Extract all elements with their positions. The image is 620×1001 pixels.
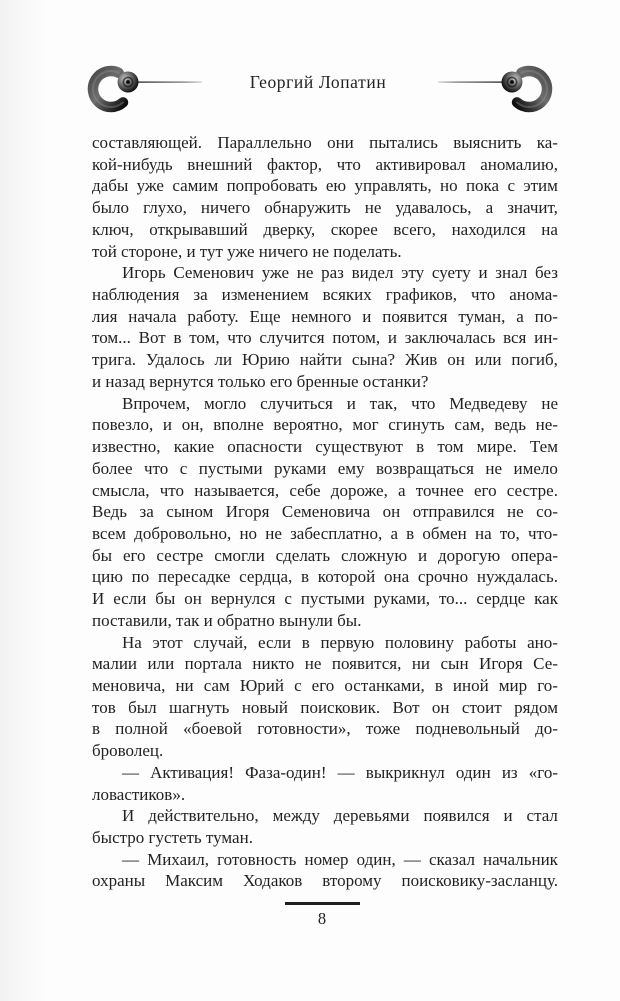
- text-line: ловастиков».: [92, 784, 186, 804]
- text-line: лия начала работу. Еще немного и появится туман, а по-: [92, 306, 558, 326]
- text-line: ключ, открывавший дверку, скорее всего, находился на: [92, 219, 558, 239]
- text-line: наблюдения за изменением всяких графиков, что анома-: [92, 285, 558, 305]
- text-line: повезло, и он, вполне вероятно, мог сгинуть сам, ведь не-: [92, 415, 558, 435]
- text-line: цию по пересадке сердца, в которой она срочно нуждалась.: [92, 567, 558, 587]
- page-number: 8: [317, 908, 327, 928]
- paragraph: [92, 132, 558, 262]
- text-line: Игорь Семенович уже не раз видел эту суету и знал без: [122, 263, 558, 283]
- text-line: быстро густеть туман.: [92, 828, 253, 847]
- text-line: охраны Максим Ходаков второму поисковику-засланцу.: [92, 871, 558, 891]
- text-line: смысла, что называется, себе дороже, а точнее его сестре.: [92, 480, 558, 500]
- text-line: в полной «боевой готовности», тоже подневольный до-: [92, 719, 558, 739]
- paragraph: [92, 805, 558, 848]
- text-line: поставили, так и обратно вынули бы.: [92, 610, 362, 630]
- paragraph: [92, 632, 558, 762]
- paragraph: [92, 849, 558, 892]
- text-line: было глухо, ничего обнаружить не удавалось, а значит,: [92, 198, 558, 218]
- text-line: — Михаил, готовность номер один, — сказал начальник: [122, 849, 558, 869]
- text-line: и назад вернутся только его бренные останки?: [92, 371, 429, 391]
- footer-divider: [285, 902, 360, 905]
- text-line: трига. Удалось ли Юрию найти сына? Жив он или погиб,: [92, 350, 558, 370]
- text-line: меновича, ни сам Юрий с его останками, в иной мир го-: [92, 675, 558, 695]
- text-line: Впрочем, могло случиться и так, что Медведеву не: [122, 393, 558, 413]
- text-line: бы его сестре смогли сделать сложную и дорогую опера-: [92, 545, 558, 565]
- author-name: Георгий Лопатин: [249, 72, 387, 92]
- text-line: дабы уже самим попробовать ею управлять, но пока с этим: [92, 176, 558, 196]
- paragraph: [92, 762, 558, 805]
- paragraph: [92, 262, 558, 392]
- text-line: более что с пустыми руками ему возвращаться не имело: [92, 458, 558, 478]
- page-footer: [12, 902, 620, 927]
- text-line: Ведь за сыном Игоря Семеновича он отправился не со-: [92, 502, 558, 522]
- text-line: И действительно, между деревьями появился и стал: [122, 806, 558, 826]
- text-line: броволец.: [92, 741, 164, 761]
- text-line: кой-нибудь внешний фактор, что активировал аномалию,: [92, 154, 558, 174]
- text-line: известно, какие опасности существуют в том мире. Тем: [92, 437, 558, 457]
- text-line: малии или портала никто не появится, ни сын Игоря Се-: [92, 654, 558, 674]
- earpiece-ornament-right-icon: [438, 62, 556, 114]
- paragraph: [92, 393, 558, 632]
- scan-edge-shadow: [0, 0, 48, 1001]
- text-line: На этот случай, если в первую половину работы ано-: [122, 632, 558, 652]
- text-block: [92, 132, 558, 892]
- text-line: том... Вот в том, что случится потом, и заключалась вся ин-: [92, 328, 558, 348]
- text-line: — Активация! Фаза-один! — выкрикнул один из «го-: [122, 762, 558, 782]
- text-line: И если бы он вернулся с пустыми руками, то... сердце как: [92, 589, 558, 609]
- text-line: составляющей. Параллельно они пытались выяснить ка-: [92, 133, 558, 152]
- text-line: всем добровольно, но не забесплатно, а в обмен на то, что-: [92, 523, 558, 543]
- text-line: тов был шагнуть новый поисковик. Вот он стоит рядом: [92, 697, 558, 717]
- text-line: той стороне, и тут уже ничего не поделать.: [92, 241, 402, 261]
